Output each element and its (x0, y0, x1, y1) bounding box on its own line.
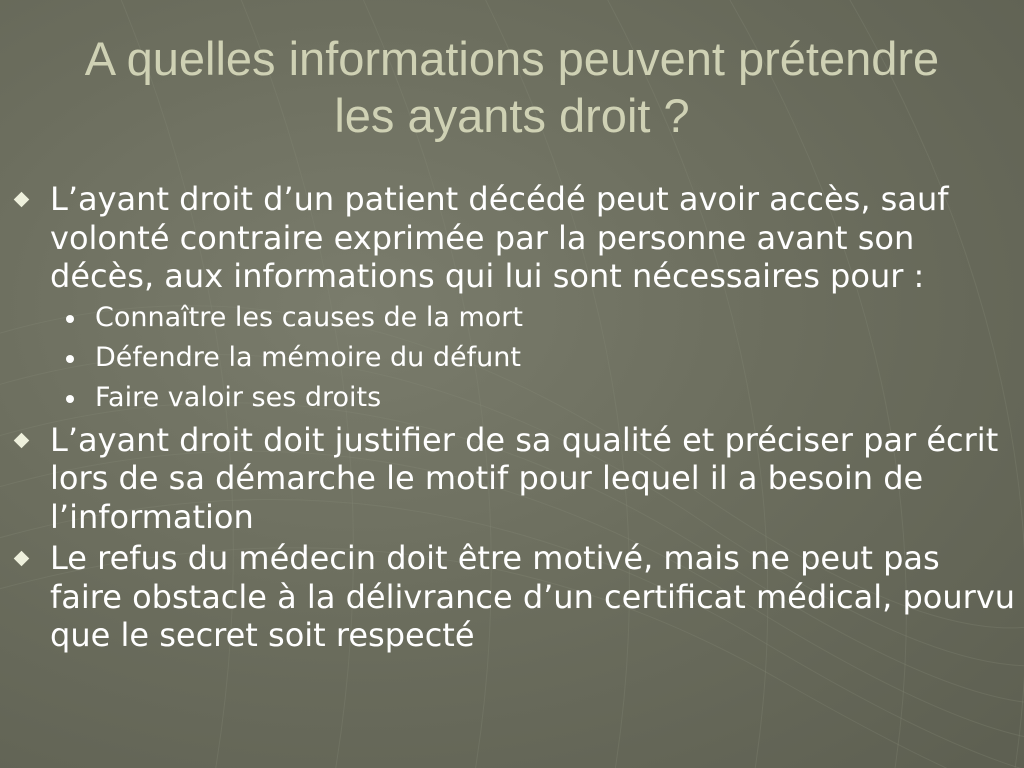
bullet-item (0, 180, 1024, 418)
diamond-bullet-icon (14, 551, 30, 567)
bullet-item (0, 539, 1024, 655)
sub-bullet-text: Défendre la mémoire du défunt (95, 341, 521, 373)
slide-content (0, 180, 1024, 658)
bullet-text: L’ayant droit doit justifier de sa qualité et préciser par écrit lors de sa démarche le motif pour lequel il a besoin de l’information (50, 420, 999, 536)
sub-bullet-item (50, 338, 1016, 378)
dot-bullet-icon (66, 315, 74, 323)
sub-bullet-text: Connaître les causes de la mort (95, 301, 523, 333)
sub-bullet-text: Faire valoir ses droits (95, 381, 382, 413)
sub-bullet-list (50, 298, 1016, 418)
sub-bullet-item (50, 298, 1016, 338)
dot-bullet-icon (66, 395, 74, 403)
bullet-text: L’ayant droit d’un patient décédé peut avoir accès, sauf volonté contraire exprimée par la personne avant son décès, aux informations qui lui sont nécessaires pour : (50, 180, 949, 295)
bullet-list (0, 180, 1024, 655)
sub-bullet-item (50, 378, 1016, 418)
diamond-bullet-icon (14, 432, 30, 448)
diamond-bullet-icon (14, 192, 30, 208)
bullet-text: Le refus du médecin doit être motivé, mais ne peut pas faire obstacle à la délivrance d’un certificat médical, pourvu que le secret soit respecté (50, 539, 1016, 654)
dot-bullet-icon (66, 355, 74, 363)
slide-title: A quelles informations peuvent prétendre les ayants droit ? (84, 32, 940, 142)
bullet-item (0, 421, 1024, 537)
